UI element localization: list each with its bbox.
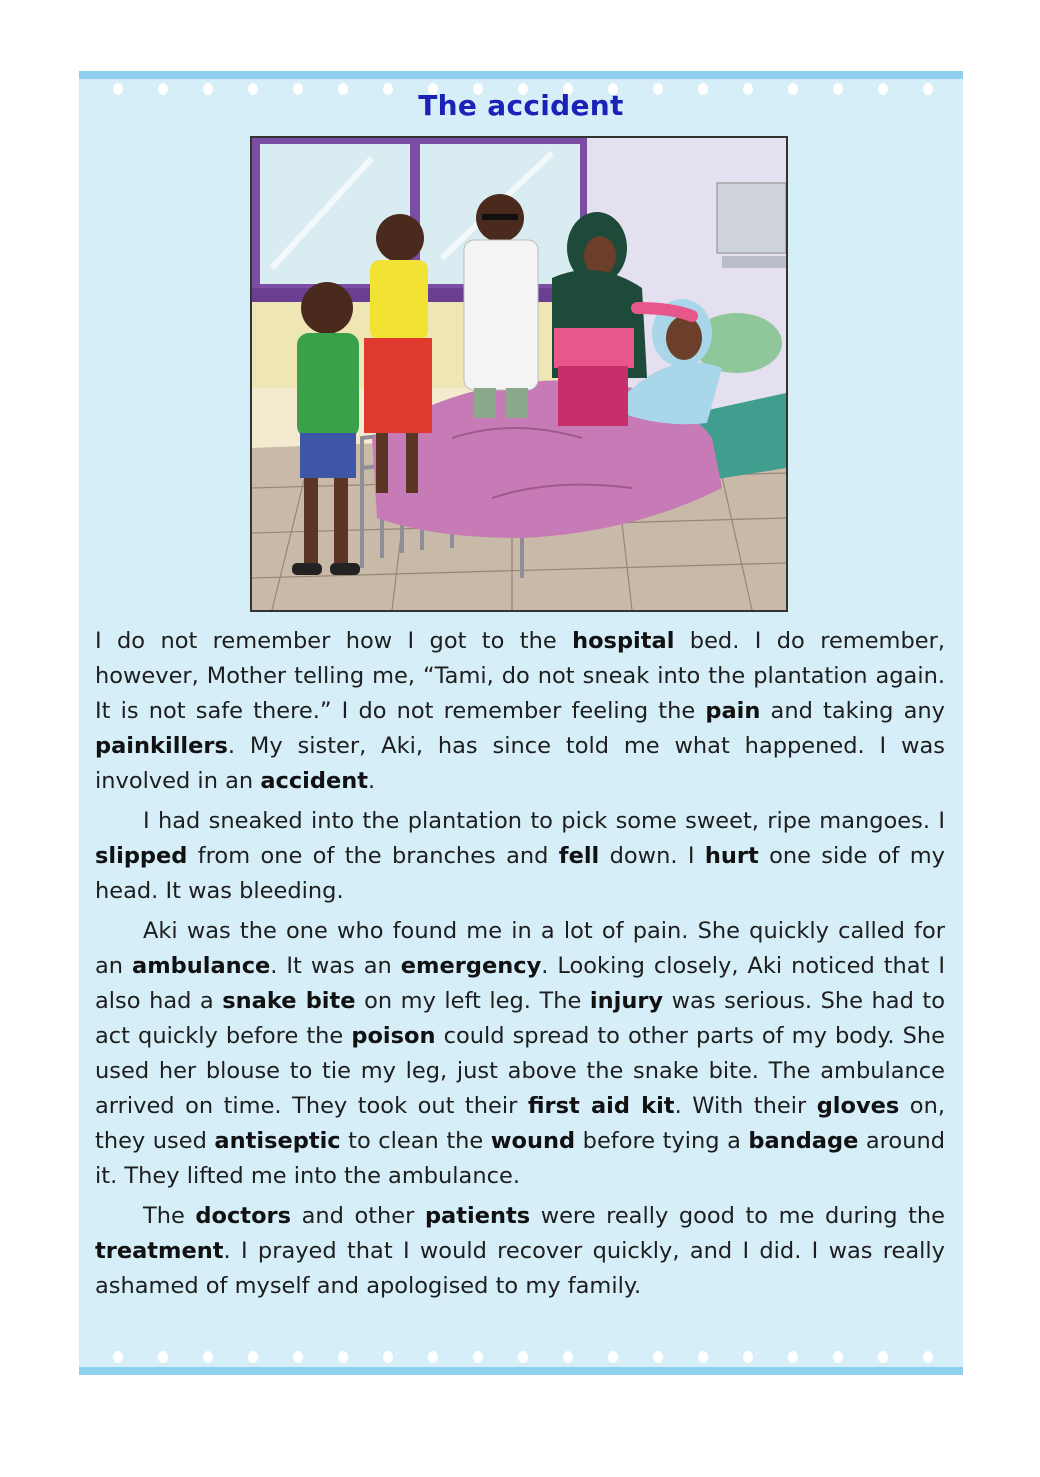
vocabulary-word: pain [705,698,761,724]
border-dot [698,1351,708,1363]
story-text-run: and other [291,1203,425,1229]
vocabulary-word: patients [424,1203,531,1229]
story-text-run: was serious. She had to act quickly before the [95,988,945,1049]
story-paragraph-3 [95,914,945,1194]
border-dot [518,1351,528,1363]
vocabulary-word: doctors [195,1203,292,1229]
story-text-run: one side of my head. It was bleeding. [95,843,945,904]
story-text-run: could spread to other parts of my body. She used her blouse to tie my leg, just above the snake bite. The ambulance arrived on time. They took out their [95,1023,946,1119]
bottom-border-band [79,1367,963,1375]
vocabulary-word: wound [490,1128,576,1154]
hospital-scene-illustration [250,136,788,612]
vocabulary-word: fell [558,843,600,869]
vocabulary-word: antiseptic [214,1128,341,1154]
border-dot [653,1351,663,1363]
border-dot [833,1351,843,1363]
border-dot [743,1351,753,1363]
story-text-run: were really good to me during the [530,1203,946,1229]
border-dot [203,1351,213,1363]
story-text-run: before tying a [575,1128,749,1154]
story-text-run: and taking any [760,698,945,724]
vocabulary-word: accident [260,768,369,794]
border-dot [428,1351,438,1363]
border-dot [158,1351,168,1363]
story-text-run: down. I [599,843,705,869]
bottom-dot-row [113,1351,933,1363]
vocabulary-word: slipped [95,843,188,869]
border-dot [293,1351,303,1363]
story-text-run: . [368,768,376,794]
story-text-run: Aki was the one who found me in a lot of pain. She quickly called for an [95,918,945,979]
story-text-run: . Looking closely, Aki noticed that I also had a [95,953,946,1014]
story-text-run: I had sneaked into the plantation to pick some sweet, ripe mangoes. I [143,808,945,834]
vocabulary-word: ambulance [132,953,271,979]
story-paragraph-2 [95,804,945,909]
vocabulary-word: emergency [400,953,542,979]
border-dot [923,1351,933,1363]
page-title: The accident [418,89,624,122]
vocabulary-word: first aid kit [527,1093,675,1119]
story-text-run: on, they used [95,1093,945,1154]
vocabulary-word: hurt [704,843,759,869]
story-panel [79,71,963,1375]
vocabulary-word: gloves [816,1093,900,1119]
story-text-run: . I prayed that I would recover quickly, and I did. I was really ashamed of myself and apologised to my family. [95,1238,945,1299]
story-text-run: The [143,1203,196,1229]
story-text-run: I do not remember how I got to the [95,628,573,654]
vocabulary-word: snake bite [222,988,356,1014]
hospital-scene-icon [252,138,786,610]
vocabulary-word: hospital [572,628,675,654]
vocabulary-word: bandage [748,1128,859,1154]
top-border-band [79,71,963,79]
border-dot [788,1351,798,1363]
border-dot [383,1351,393,1363]
story-text-run: . It was an [270,953,401,979]
border-dot [473,1351,483,1363]
vocabulary-word: painkillers [95,733,228,759]
border-dot [563,1351,573,1363]
story-text-run: on my left leg. The [355,988,590,1014]
story-text-run: . With their [674,1093,817,1119]
story-paragraph-1 [95,624,945,799]
story-text [95,624,945,1309]
story-text-run: from one of the branches and [187,843,559,869]
border-dot [113,1351,123,1363]
story-text-run: to clean the [340,1128,491,1154]
border-dot [248,1351,258,1363]
border-dot [338,1351,348,1363]
border-dot [608,1351,618,1363]
vocabulary-word: poison [351,1023,436,1049]
story-text-run: . My sister, Aki, has since told me what happened. I was involved in an [95,733,945,794]
story-text-run: bed. I do remember, however, Mother telling me, “Tami, do not sneak into the plantation again. It is not safe there.” I do not remember feeling the [95,628,945,724]
story-text-run: around it. They lifted me into the ambulance. [95,1128,945,1189]
vocabulary-word: treatment [95,1238,224,1264]
vocabulary-word: injury [589,988,664,1014]
story-paragraph-4 [95,1199,945,1304]
border-dot [878,1351,888,1363]
